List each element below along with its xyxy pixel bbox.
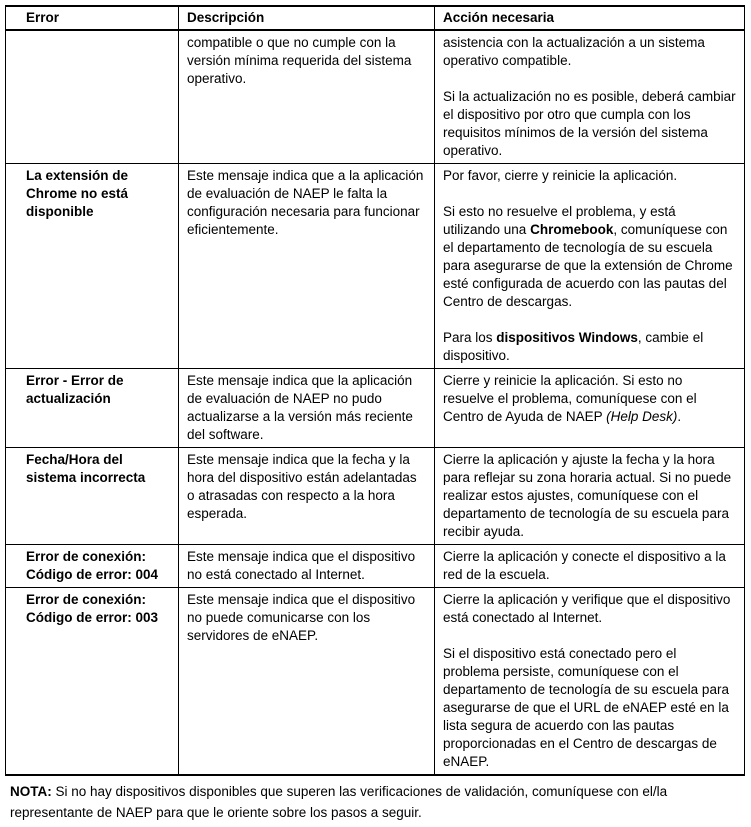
- text-segment: Cierre la aplicación y verifique que el dispositivo está conectado al Internet.: [443, 592, 731, 625]
- action-cell: [435, 164, 745, 369]
- table-row: [6, 369, 745, 448]
- action-cell: [435, 588, 745, 776]
- description-cell: [179, 448, 435, 545]
- text-segment: Si esto no resuelve el problema, y está utilizando una: [443, 204, 676, 237]
- paragraph: [443, 372, 736, 426]
- paragraph: [443, 203, 736, 311]
- paragraph: [443, 451, 736, 541]
- text-segment: (Help Desk): [606, 409, 678, 424]
- action-cell: [435, 369, 745, 448]
- table-body: [6, 30, 745, 775]
- text-segment: , cambie el dispositivo.: [443, 330, 704, 363]
- paragraph: [187, 372, 426, 444]
- table-row: [6, 545, 745, 588]
- header-descripcion: Descripción: [179, 6, 435, 30]
- footnote: [10, 781, 738, 823]
- text-segment: Cierre y reinicie la aplicación. Si esto no resuelve el problema, comuníquese con el Centro de Ayuda de NAEP: [443, 373, 697, 424]
- action-cell: [435, 30, 745, 164]
- text-segment: Para los: [443, 330, 497, 345]
- text-segment: Este mensaje indica que la aplicación de evaluación de NAEP no pudo actualizarse a la versión más reciente del software.: [187, 373, 413, 442]
- text-segment: Este mensaje indica que a la aplicación de evaluación de NAEP le falta la configuración necesaria para funcionar eficientemente.: [187, 168, 424, 237]
- text-segment: Si no hay dispositivos disponibles que superen las verificaciones de validación, comuníquese con el/la representante de NAEP para que le oriente sobre los pasos a seguir.: [10, 784, 668, 820]
- description-cell: [179, 545, 435, 588]
- text-segment: Chromebook: [530, 222, 614, 237]
- text-segment: Este mensaje indica que la fecha y la hora del dispositivo están adelantadas o atrasadas con respecto a la hora esperada.: [187, 452, 417, 521]
- header-row: [6, 6, 745, 30]
- table-row: [6, 164, 745, 369]
- header-error: Error: [6, 6, 179, 30]
- text-segment: Si el dispositivo está conectado pero el problema persiste, comuníquese con el departamento de tecnología de su escuela para asegurarse de que el URL de eNAEP esté en la lista segura de acuerdo con las pautas proporcionadas en el Centro de descargas de eNAEP.: [443, 646, 729, 769]
- error-cell: Fecha/Hora del sistema incorrecta: [6, 448, 179, 545]
- paragraph: [443, 548, 736, 584]
- text-segment: Por favor, cierre y reinicie la aplicación.: [443, 168, 678, 183]
- description-cell: [179, 30, 435, 164]
- text-segment: , comuníquese con el departamento de tecnología de su escuela para asegurarse de que la extensión de Chrome esté configurada de acuerdo con las pautas del Centro de descargas.: [443, 222, 733, 309]
- text-segment: NOTA:: [10, 784, 52, 799]
- error-cell: [6, 30, 179, 164]
- action-cell: [435, 545, 745, 588]
- text-segment: compatible o que no cumple con la versión mínima requerida del sistema operativo.: [187, 35, 412, 86]
- description-cell: [179, 164, 435, 369]
- paragraph: [443, 167, 736, 185]
- paragraph: [187, 451, 426, 523]
- table-row: [6, 448, 745, 545]
- text-segment: Este mensaje indica que el dispositivo no puede comunicarse con los servidores de eNAEP.: [187, 592, 416, 643]
- paragraph: [443, 88, 736, 160]
- paragraph: [443, 645, 736, 771]
- error-cell: La extensión de Chrome no está disponible: [6, 164, 179, 369]
- table-row: [6, 588, 745, 776]
- paragraph: [187, 548, 426, 584]
- paragraph: [187, 167, 426, 239]
- table-header: [6, 6, 745, 30]
- description-cell: [179, 369, 435, 448]
- paragraph: [443, 34, 736, 70]
- table-row: [6, 30, 745, 164]
- text-segment: dispositivos Windows: [496, 330, 638, 345]
- error-cell: Error - Error de actualización: [6, 369, 179, 448]
- text-segment: Si la actualización no es posible, deberá cambiar el dispositivo por otro que cumpla con los requisitos mínimos de la versión del sistema operativo.: [443, 89, 736, 158]
- paragraph: [443, 591, 736, 627]
- paragraph: [187, 591, 426, 645]
- text-segment: asistencia con la actualización a un sistema operativo compatible.: [443, 35, 705, 68]
- paragraph: [443, 329, 736, 365]
- action-cell: [435, 448, 745, 545]
- text-segment: Cierre la aplicación y ajuste la fecha y la hora para reflejar su zona horaria actual. Si no puede realizar estos ajustes, comuníquese con el departamento de tecnología de su escuela para recibir ayuda.: [443, 452, 732, 539]
- error-cell: Error de conexión: Código de error: 004: [6, 545, 179, 588]
- header-accion: Acción necesaria: [435, 6, 745, 30]
- error-cell: Error de conexión: Código de error: 003: [6, 588, 179, 776]
- text-segment: .: [677, 409, 682, 424]
- text-segment: Este mensaje indica que el dispositivo no está conectado al Internet.: [187, 549, 416, 582]
- error-table: [5, 5, 745, 776]
- text-segment: Cierre la aplicación y conecte el dispositivo a la red de la escuela.: [443, 549, 726, 582]
- description-cell: [179, 588, 435, 776]
- paragraph: [187, 34, 426, 88]
